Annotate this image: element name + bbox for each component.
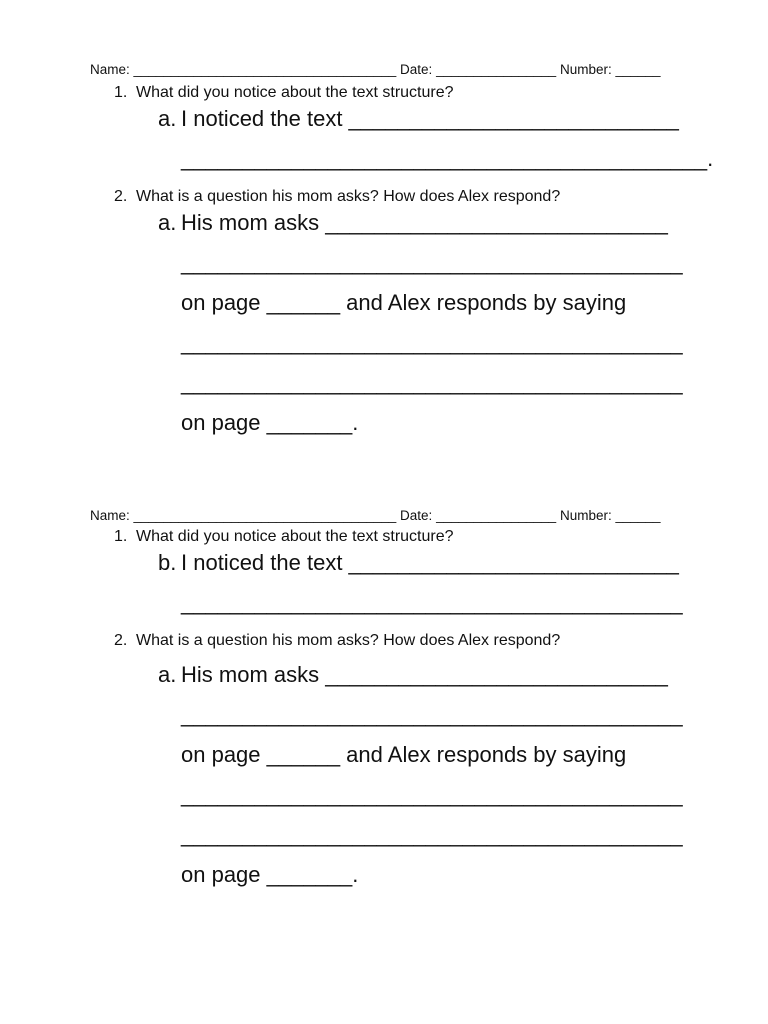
worksheet-2-q2-final-page: on page _______. bbox=[181, 862, 359, 887]
worksheet-1-q1-text: What did you notice about the text structure? bbox=[136, 84, 454, 101]
worksheet-1-q2-text: What is a question his mom asks? How does Alex respond? bbox=[136, 188, 561, 205]
worksheet-2-q2-response-line: _________________________________________ bbox=[181, 782, 683, 807]
worksheet-2-q1-answer-line: _________________________________________ bbox=[181, 590, 683, 615]
worksheet-1-q2-number: 2. bbox=[114, 188, 128, 205]
worksheet-2-q2-page-prompt: on page ______ and Alex responds by saying bbox=[181, 742, 627, 767]
worksheet-1-q2-answer-line: _________________________________________ bbox=[181, 250, 683, 275]
worksheet-1-q2-answer-prompt: His mom asks ____________________________ bbox=[181, 210, 668, 235]
worksheet-1-q2-response-line: _________________________________________ bbox=[181, 370, 683, 395]
worksheet-2-q2-response-line: _________________________________________ bbox=[181, 822, 683, 847]
worksheet-2-q2-answer-letter: a. bbox=[158, 662, 177, 687]
worksheet-1-q1-answer-letter: a. bbox=[158, 106, 177, 131]
worksheet-2-q2-answer-prompt: His mom asks ____________________________ bbox=[181, 662, 668, 687]
worksheet-2-q1-number: 1. bbox=[114, 528, 128, 545]
worksheet-1-q2-final-page: on page _______. bbox=[181, 410, 359, 435]
worksheet-2-q1-answer-letter: b. bbox=[158, 550, 177, 575]
worksheet-1-q1-answer-line: ___________________________________________. bbox=[181, 146, 714, 171]
worksheet-2-header: Name: ___________________________________ Date: ________________ Number: ______ bbox=[90, 508, 661, 523]
worksheet-2-q2-answer-line: _________________________________________ bbox=[181, 702, 683, 727]
worksheet-1-q1-number: 1. bbox=[114, 84, 128, 101]
worksheet-2-q2-text: What is a question his mom asks? How does Alex respond? bbox=[136, 632, 561, 649]
worksheet-1-q1-answer-prompt: I noticed the text ___________________________ bbox=[181, 106, 679, 131]
worksheet-1-q2-response-line: _________________________________________ bbox=[181, 330, 683, 355]
worksheet-2-q1-text: What did you notice about the text structure? bbox=[136, 528, 454, 545]
worksheet-1-header: Name: ___________________________________ Date: ________________ Number: ______ bbox=[90, 62, 661, 77]
worksheet-2-q1-answer-prompt: I noticed the text ___________________________ bbox=[181, 550, 679, 575]
worksheet-1-q2-answer-letter: a. bbox=[158, 210, 177, 235]
worksheet-2-q2-number: 2. bbox=[114, 632, 128, 649]
worksheet-1-q2-page-prompt: on page ______ and Alex responds by saying bbox=[181, 290, 627, 315]
